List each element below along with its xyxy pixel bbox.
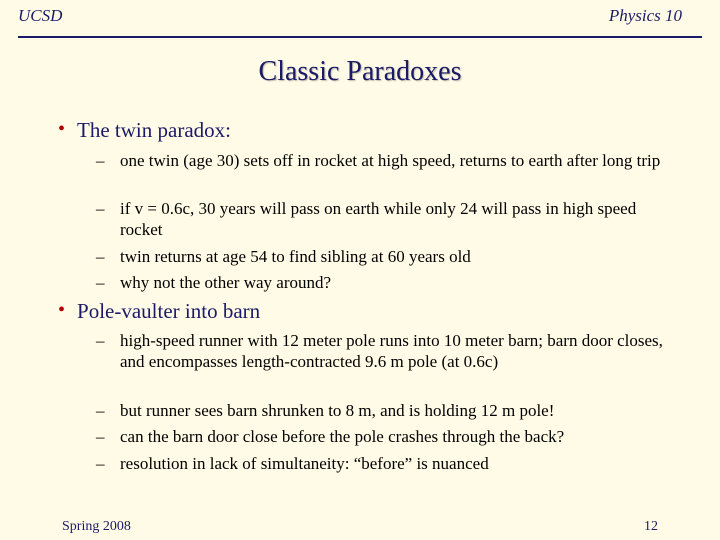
subject-label: Physics 10 xyxy=(608,6,682,25)
sub-bullet xyxy=(96,198,676,240)
sub-bullet-text: if v = 0.6c, 30 years will pass on earth while only 24 will pass in high speed rocket xyxy=(120,199,637,239)
dash-icon: – xyxy=(96,427,105,446)
sub-bullet-text: resolution in lack of simultaneity: “before” is nuanced xyxy=(120,454,489,473)
footer-term: Spring 2008 xyxy=(62,519,131,534)
course-label: UCSD xyxy=(18,6,63,25)
sub-bullet xyxy=(96,330,676,372)
sub-bullet xyxy=(96,453,676,474)
sub-bullet xyxy=(96,272,676,293)
bullet-dot-icon: • xyxy=(58,118,66,140)
dash-icon: – xyxy=(96,247,105,266)
dash-icon: – xyxy=(96,331,105,350)
header-divider xyxy=(18,36,702,38)
sub-bullet-text: twin returns at age 54 to find sibling at 60 years old xyxy=(120,247,471,266)
bullet-label: Pole-vaulter into barn xyxy=(77,299,261,323)
dash-icon: – xyxy=(96,401,105,420)
dash-icon: – xyxy=(96,454,105,473)
sub-bullet-text: high-speed runner with 12 meter pole runs into 10 meter barn; barn door closes, and encompasses length-contracted 9.6 m pole (at 0.6c) xyxy=(120,331,663,371)
sub-bullet-text: why not the other way around? xyxy=(120,273,332,292)
dash-icon: – xyxy=(96,273,105,292)
bullet-dot-icon: • xyxy=(58,299,66,321)
slide-title: Classic Paradoxes xyxy=(258,56,462,87)
sub-bullet xyxy=(96,426,676,447)
dash-icon: – xyxy=(96,151,105,170)
sub-bullet-text: one twin (age 30) sets off in rocket at high speed, returns to earth after long trip xyxy=(120,151,661,170)
dash-icon: – xyxy=(96,199,105,218)
sub-bullet xyxy=(96,246,676,267)
sub-bullet-text: but runner sees barn shrunken to 8 m, and is holding 12 m pole! xyxy=(120,401,555,420)
bullet-label: The twin paradox: xyxy=(77,118,231,142)
sub-bullet xyxy=(96,400,676,421)
sub-bullet xyxy=(96,150,676,171)
sub-bullet-text: can the barn door close before the pole crashes through the back? xyxy=(120,427,565,446)
page-number: 12 xyxy=(644,519,658,534)
bullet-pole-vaulter xyxy=(58,299,260,324)
bullet-twin-paradox xyxy=(58,118,231,143)
